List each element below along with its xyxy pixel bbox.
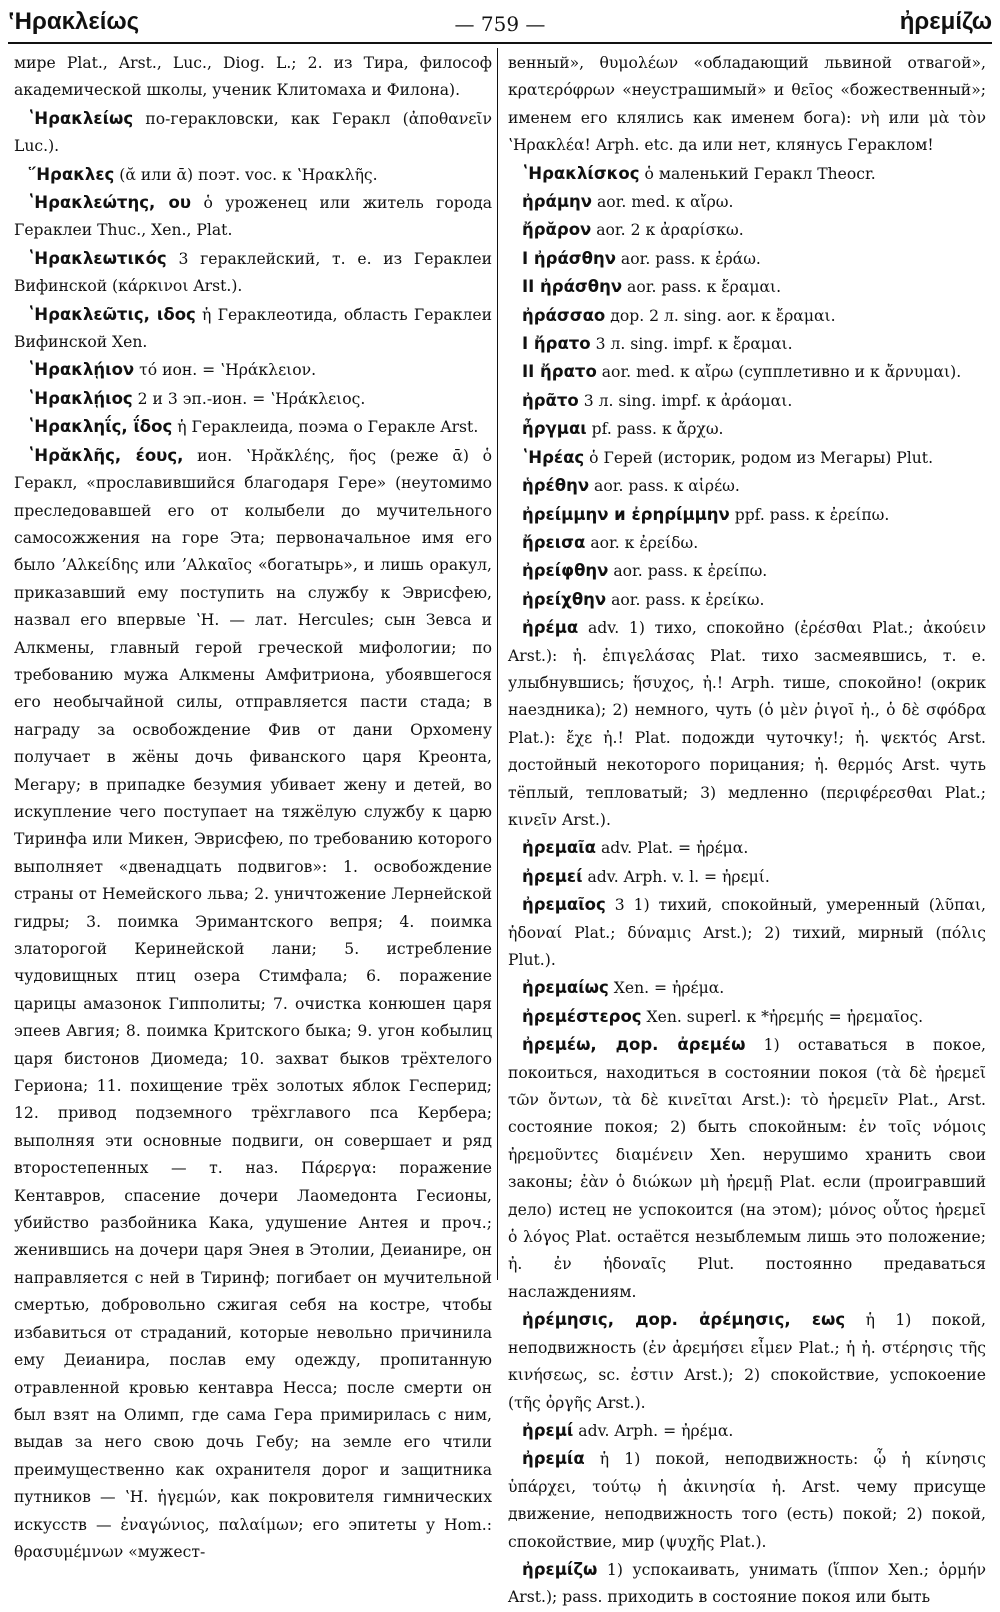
dictionary-entry xyxy=(14,385,492,413)
entry-text: aor. 2 к ἀραρίσκω. xyxy=(591,221,744,240)
dictionary-entry xyxy=(14,442,492,1567)
entry-text: ἡ 1) покой, неподвижность (ἐν ἀρεμήσει εἶμεν Plat.; ἡ ἠ. στέρησις τῆς κινήσεως, sc. ἐστιν Arst.); 2) спокойствие, успокоение (τῆς ὀργῆς Arst.). xyxy=(508,1311,986,1412)
header-last-entry: ἠρεμίζω xyxy=(899,8,992,35)
dictionary-entry xyxy=(508,472,986,500)
dictionary-entry xyxy=(508,586,986,614)
dictionary-entry xyxy=(508,863,986,891)
entry-headword: ἠράσσαο xyxy=(522,305,606,325)
entry-headword: ἠρείμμην и ἐρηρίμμην xyxy=(522,504,730,524)
dictionary-entry xyxy=(508,188,986,216)
entry-text: aor. med. к αἴρω. xyxy=(592,193,734,212)
dictionary-entry xyxy=(508,216,986,244)
entry-headword: ἠρέμησις, дор. ἀρέμησις, εως xyxy=(522,1310,846,1330)
dictionary-entry xyxy=(14,161,492,189)
entry-headword: ἠρᾶτο xyxy=(522,390,579,410)
entry-headword: ἠρεμαῖος xyxy=(522,895,606,915)
entry-text: aor. med. к αἴρω (супплетивно и к ἄρνυμαι). xyxy=(596,363,962,382)
entry-headword: ἠρεμί xyxy=(522,1420,574,1440)
entry-headword: ʽΗρακλεωτικός xyxy=(28,248,167,268)
entry-headword: ἠρεμαῖα xyxy=(522,838,596,858)
entry-headword: ἠρείφθην xyxy=(522,561,609,581)
entry-text: pf. pass. к ἄρχω. xyxy=(586,420,724,439)
dictionary-entry xyxy=(508,501,986,529)
entry-text: венный», θυμολέων «обладающий львиной отвагой», κρατερόφρων «неустрашимый» и θεῖος «божественный»; именем его клялись как именем бога): νὴ или μὰ τὸν ʽΗρακλέα! Arph. etc. да или нет, клянусь Гераклом! xyxy=(508,54,986,155)
dictionary-entry xyxy=(508,444,986,472)
entry-headword: II ἠράσθην xyxy=(522,277,623,297)
entry-headword: ʽΗρακλεῶτις, ιδος xyxy=(28,304,196,324)
entry-headword: ἤρᾰρον xyxy=(522,220,592,240)
entry-text: aor. pass. к αἱρέω. xyxy=(589,477,740,496)
entry-headword: ʽΗρακλείως xyxy=(28,108,134,128)
entry-headword: ʽΗρακλῄιον xyxy=(28,360,135,380)
entry-text: aor. pass. к ἐρείπω. xyxy=(608,562,768,581)
entry-headword: ἠρεμέστερος xyxy=(522,1006,642,1026)
entry-text: 3 л. sing. impf. к ἀράομαι. xyxy=(578,391,793,410)
entry-text: adv. Arph. = ἠρέμα. xyxy=(573,1421,734,1440)
dictionary-entry xyxy=(508,387,986,415)
dictionary-entry xyxy=(508,614,986,834)
dictionary-entry xyxy=(14,189,492,245)
entry-text: дор. 2 л. sing. aor. к ἔραμαι. xyxy=(605,306,836,325)
entry-text: по-геракловски, как Геракл (ἀποθανεῖν Luc.). xyxy=(14,109,492,156)
dictionary-entry xyxy=(508,330,986,358)
dictionary-entry xyxy=(14,301,492,357)
dictionary-entry xyxy=(508,1556,986,1612)
dictionary-entry xyxy=(508,891,986,974)
entry-headword: ἠρεμαίως xyxy=(522,978,609,998)
entry-headword: ʽΗρακληΐς, ΐδος xyxy=(28,417,173,437)
dictionary-entry xyxy=(508,245,986,273)
entry-headword: I ἠράσθην xyxy=(522,248,616,268)
dictionary-entry xyxy=(508,415,986,443)
dictionary-entry xyxy=(14,356,492,384)
entry-headword: ἠρεμίζω xyxy=(522,1559,598,1579)
entry-text: τό ион. = ʽΗράκλειον. xyxy=(134,361,317,380)
entry-text: ион. ʽΗρᾰκλέης, ῆος (реже ᾱ) ὁ Геракл, «прославившийся благодаря Гере» (неутомимо преследовавшей его от колыбели до мучительного самосожжения на горе Эта; первоначальное имя его было ʼΑλκείδης или ʼΑλκαῖος «богатырь», и лишь оракул, приказавший ему поступить на службу к Эврисфею, назвал его впервые ʽΗ. — лат. Hercules; сын Зевса и Алкмены, главный герой греческой мифологии; по требованию мужа Алкмены Амфитриона, убоявшегося его необычайной силы, отправляется пасти стада; в награду за освобождение Фив от дани Орхомену получает в жёны дочь фиванского царя Креонта, Мегару; в припадке безумия убивает жену и детей, во искупление чего поступает на тяжёлую службу к царю Тиринфа или Микен, Эврисфею, по требованию которого выполняет «двенадцать подвигов»: 1. освобождение страны от Немейского льва; 2. уничтожение Лернейской гидры; 3. поимка Эримантского вепря; 4. поимка златорогой Керинейской лани; 5. истребление чудовищных птиц озера Стимфала; 6. поражение царицы амазонок Гипполиты; 7. очистка конюшен царя эпеев Авгия; 8. поимка Критского быка; 9. угон кобылиц царя бистонов Диомеда; 10. захват быков трёхтелого Гериона; 11. похищение трёх золотых яблок Гесперид; 12. привод подземного трёхглавого пса Кербера; выполняя эти основные подвиги, он совершает и ряд второстепенных — т. наз. Πάρεργα: поражение Кентавров, спасение дочери Лаомедонта Гесионы, убийство разбойника Кака, удушение Антея и проч.; женившись на дочери царя Энея в Этолии, Деианире, он направляется с ней в Тиринф; погибает он мучительной смертью, добровольно сжигая себя на костре, чтобы избавиться от страданий, которые невольно причинила ему Деианира, послав ему одежду, пропитанную отравленной кровью кентавра Несса; после смерти он был взят на Олимп, где сама Гера примирилась с ним, выдав за него свою дочь Гебу; на земле его чтили преимущественно как охранителя дорог и защитника путников — ʽΗ. ἡγεμών, как покровителя гимнических искусств — ἐναγώνιος, παλαίμων; его эпитеты у Hom.: θρασυμέμνων «мужест- xyxy=(14,446,493,1561)
page-number: — 759 — xyxy=(454,12,546,36)
entry-text: aor. pass. к ἐράω. xyxy=(615,249,761,268)
dictionary-entry xyxy=(14,413,492,441)
entry-text: ὁ маленький Геракл Theocr. xyxy=(639,164,876,183)
entry-headword: ἠρεμέω, дор. ἀρεμέω xyxy=(522,1035,746,1055)
dictionary-entry xyxy=(14,245,492,301)
entry-headword: ʽΗρέας xyxy=(522,447,585,467)
entry-headword: ʽΗρακλεώτης, ου xyxy=(28,193,191,213)
entry-text: ἡ Гераклеида, поэма о Геракле Arst. xyxy=(172,418,479,437)
entry-text: adv. 1) тихо, спокойно (ἐρέσθαι Plat.; ἀκούειν Arst.): ἠ. ἐπιγελάσας Plat. тихо засмеявшись, т. е. улыбнувшись; ἥσυχος, ἠ.! Arph. тише, спокойно! (окрик наездника); 2) немного, чуть (ὁ μὲν ῥιγοῖ ἠ., ὁ δὲ σφόδρα Plat.): ἔχε ἠ.! Plat. подожди чуточку!; ἠ. ψεκτός Arst. достойный некоторого порицания; ἠ. θερμός Arst. чуть тёплый, тепловатый; 3) медленно (περιφέρεσθαι Plat.; κινεῖν Arst.). xyxy=(508,619,986,829)
dictionary-entry xyxy=(508,273,986,301)
entry-text: adv. Arph. v. l. = ἠρεμί. xyxy=(582,867,770,886)
entry-headword: ʽΗρακλίσκος xyxy=(522,163,640,183)
entry-headword: ἠρείχθην xyxy=(522,589,607,609)
entry-headword: ἠράμην xyxy=(522,192,593,212)
right-column xyxy=(508,50,987,1607)
entry-headword: ἡρέθην xyxy=(522,476,590,496)
running-header xyxy=(8,8,992,40)
entry-text: (ᾰ или ᾱ) поэт. voc. к ʽΗρακλῆς. xyxy=(114,165,378,184)
entry-text: Xen. superl. к *ἠρεμής = ἠρεμαῖος. xyxy=(641,1007,924,1026)
entry-text: ppf. pass. к ἐρείπω. xyxy=(729,505,890,524)
entry-text: 3 1) тихий, спокойный, умеренный (λῦπαι, ἡδοναί Plat.; δύναμις Arst.); 2) тихий, мирный (πόλις Plut.). xyxy=(508,896,986,969)
entry-text: Xen. = ἠρέμα. xyxy=(608,979,725,998)
entry-text: 3 гераклейский, т. е. из Гераклеи Вифинской (κάρκινοι Arst.). xyxy=(14,249,492,296)
dictionary-entry xyxy=(508,974,986,1002)
dictionary-entry xyxy=(508,160,986,188)
header-first-entry: ʽΗρακλείως xyxy=(8,8,140,35)
dictionary-entry xyxy=(508,358,986,386)
entry-text: aor. pass. к ἔραμαι. xyxy=(622,278,782,297)
dictionary-entry xyxy=(508,1306,986,1417)
entry-continuation xyxy=(14,50,492,105)
entry-text: 3 л. sing. impf. к ἔραμαι. xyxy=(590,335,793,354)
dictionary-entry xyxy=(508,1417,986,1445)
dictionary-entry xyxy=(508,302,986,330)
entry-headword: ἠρεμία xyxy=(522,1449,585,1469)
dictionary-entry xyxy=(508,557,986,585)
entry-headword: ἦργμαι xyxy=(522,419,587,439)
entry-text: ἡ Гераклеотида, область Гераклеи Вифинской Xen. xyxy=(14,305,492,352)
entry-headword: I ἤρατο xyxy=(522,334,591,354)
entry-text: aor. pass. к ἐρείκω. xyxy=(606,590,765,609)
entry-headword: II ἤρατο xyxy=(522,362,597,382)
entry-text: 1) оставаться в покое, покоиться, находиться в состоянии покоя (τὰ δὲ ἠρεμεῖ τῶν ὄντων, τὰ δὲ κινεῖται Arst.): τὸ ἠρεμεῖν Plat., Arst. состояние покоя; 2) быть спокойным: ἐν τοῖς νόμοις ἠρεμοῦντες διαμένειν Xen. нерушимо хранить свои законы; ἐὰν ὁ διώκων μὴ ἠρεμῇ Plat. если (проигравший дело) истец не успокоится (на этом); μόνος οὗτος ἠρεμεῖ ὁ λόγος Plat. остаётся незыблемым лишь это положение; ἠ. ἐν ἡδοναῖς Plut. постоянно предаваться наслаждениям. xyxy=(508,1036,987,1301)
entry-text: adv. Plat. = ἠρέμα. xyxy=(595,839,749,858)
entry-continuation xyxy=(508,50,986,160)
column-divider xyxy=(497,48,498,1280)
entry-headword: ἠρεμεί xyxy=(522,866,583,886)
entry-headword: ῞Ηρακλες xyxy=(28,164,115,184)
dictionary-entry xyxy=(508,834,986,862)
entry-text: 1) успокаивать, унимать (ἵππον Xen.; ὁρμήν Arst.); pass. приходить в состояние покоя или быть xyxy=(508,1560,986,1607)
left-column xyxy=(14,50,493,1561)
entry-text: 2 и 3 эп.-ион. = ʽΗράκλειος. xyxy=(132,389,366,408)
entry-headword: ʽΗρακλῄιος xyxy=(28,388,133,408)
entry-text: ἡ 1) покой, неподвижность: ᾧ ἡ κίνησις ὑπάρχει, τούτῳ ἡ ἀκινησία ἠ. Arst. чему присуще движение, неподвижность того (есть) покой; 2) покой, спокойствие, мир (ψυχῆς Plat.). xyxy=(508,1450,986,1551)
dictionary-entry xyxy=(508,529,986,557)
entry-text: мире Plat., Arst., Luc., Diog. L.; 2. из Тира, философ академической школы, ученик Клитомаха и Филона). xyxy=(14,54,492,100)
entry-text: aor. к ἐρείδω. xyxy=(585,533,699,552)
entry-headword: ʽΗρᾰκλῆς, έους, xyxy=(28,445,184,465)
dictionary-entry xyxy=(508,1031,986,1306)
entry-text: ὁ уроженец или житель города Гераклеи Thuc., Xen., Plat. xyxy=(14,194,492,240)
dictionary-entry xyxy=(508,1445,986,1556)
dictionary-entry xyxy=(508,1003,986,1031)
dictionary-entry xyxy=(14,105,492,161)
header-rule xyxy=(8,42,992,44)
entry-text: ὁ Герей (историк, родом из Мегары) Plut. xyxy=(584,448,934,467)
entry-headword: ἠρέμα xyxy=(522,618,579,638)
entry-headword: ἤρεισα xyxy=(522,532,586,552)
